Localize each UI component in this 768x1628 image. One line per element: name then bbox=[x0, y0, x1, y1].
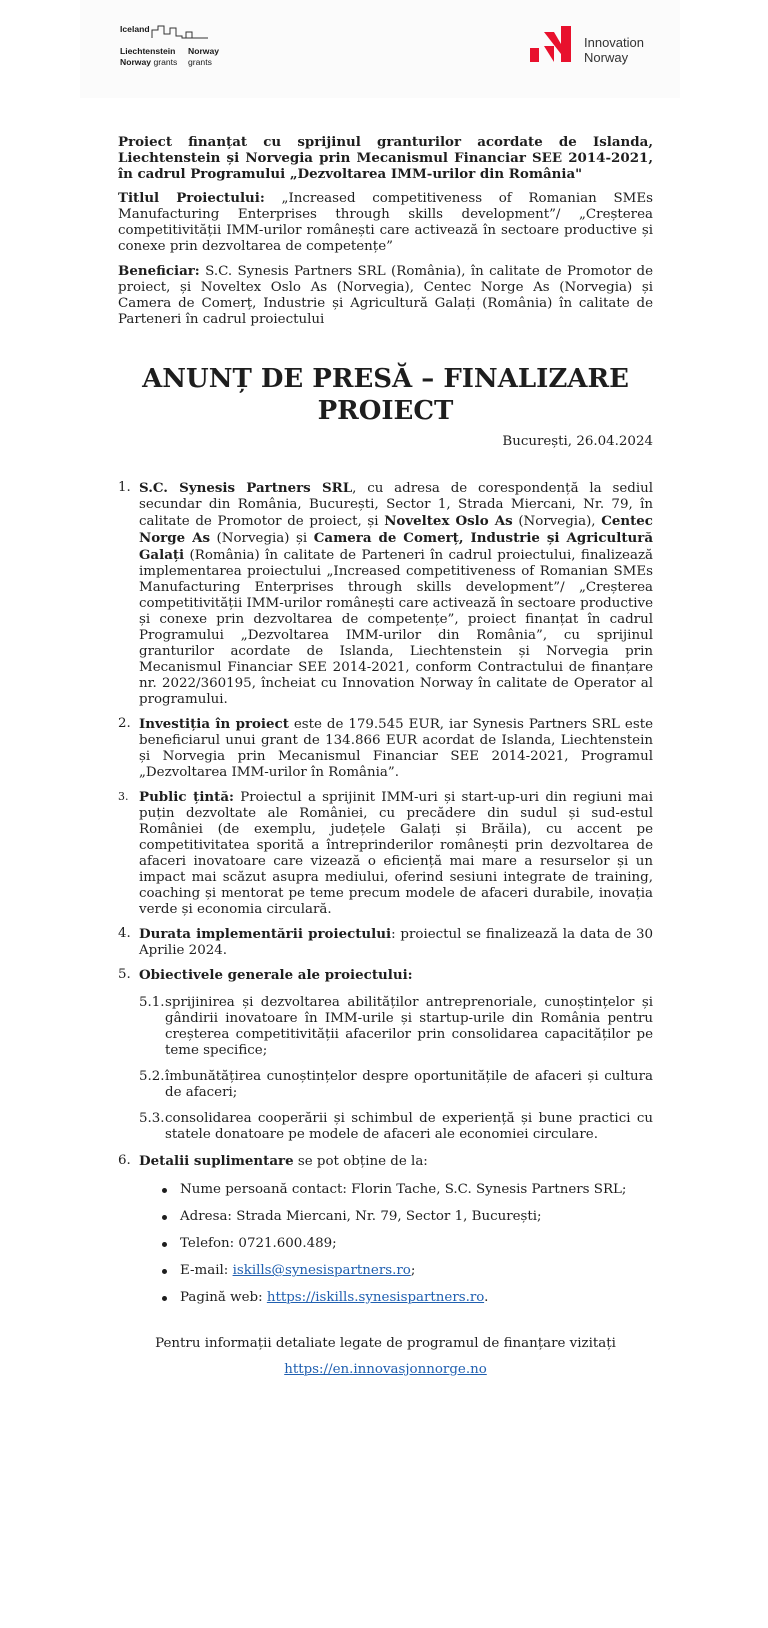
sub-list-item: 5.1. sprijinirea și dezvoltarea abilităților antreprenoriale, cunoștințelor și gândirii inovatoare în IMM-urile și startup-urile din România pentru creșterea competitivității afacerilor prin consolidarea capacităților pe teme specifice; bbox=[139, 995, 653, 1058]
list-item: 1. S.C. Synesis Partners SRL, cu adresa de corespondență la sediul secundar din România, București, Sector 1, Strada Miercani, Nr. 79, în calitate de Promotor de proiect, și Noveltex Oslo As (Norvegia), Centec Norge As (Norvegia) și Camera de Comerț, Industrie și Agricultură Galați (România) în calitate de Parteneri în cadrul proiectului, finalizează implementarea proiectului „Increased competitiveness of Romanian SMEs Manufacturing Enterprises through skills development”/ „Creșterea competitivității IMM-urilor românești care activează în sectoare productive și conexe prin dezvoltarea de competențe”, proiect finanțat în cadrul Programului „Dezvoltarea IMM-urilor din România”, cu sprijinul granturilor acordate de Islanda, Liechtenstein și Norvegia prin Mecanismul Financiar SEE 2014-2021, conform Contractului de finanțare nr. 2022/360195, încheiat cu Innovation Norway în calitate de Operator al programului. bbox=[118, 480, 654, 707]
logo-text-grants: grants bbox=[188, 57, 212, 67]
numbered-list bbox=[118, 480, 653, 1306]
skyline-icon bbox=[150, 24, 210, 40]
list-item: 6. Detalii suplimentare se pot obține de la: bbox=[118, 1153, 428, 1169]
press-release-date: București, 26.04.2024 bbox=[502, 434, 653, 449]
contact-phone: Telefon: 0721.600.489; bbox=[118, 1236, 653, 1252]
press-release-title: ANUNȚ DE PRESĂ – FINALIZARE PROIECT bbox=[142, 364, 629, 426]
program-website-link[interactable]: https://en.innovasjonnorge.no bbox=[284, 1362, 487, 1377]
project-title-paragraph: Titlul Proiectului: „Increased competitiveness of Romanian SMEs Manufacturing Enterprises through skills development”/ „Creșterea competitivității IMM-urilor românești care activează în sectoare productive și conexe prin dezvoltarea de competențe” bbox=[118, 190, 653, 254]
funding-statement: Proiect finanțat cu sprijinul granturilor acordate de Islanda, Liechtenstein și Norvegia prin Mecanismul Financiar SEE 2014-2021, în cadrul Programului „Dezvoltarea IMM-urilor din România" bbox=[118, 134, 653, 182]
innovation-norway-mark-icon bbox=[530, 26, 578, 66]
beneficiary-paragraph: Beneficiar: S.C. Synesis Partners SRL (România), în calitate de Promotor de proiect, și Noveltex Oslo As (Norvegia), Centec Norge As (Norvegia) și Camera de Comerț, Industrie și Agricultură Galați (România) în calitate de Parteneri în cadrul proiectului bbox=[118, 263, 653, 327]
email-link[interactable]: iskills@synesispartners.ro bbox=[232, 1263, 411, 1278]
eea-norway-grants-logo bbox=[120, 24, 230, 70]
logo-text-norway-brand: Norway bbox=[584, 50, 629, 65]
sub-list-item: 5.3. consolidarea cooperării și schimbul de experiență și bune practici cu statele donatoare pe modele de afaceri ale economiei circulare. bbox=[139, 1111, 653, 1142]
innovation-norway-logo bbox=[530, 26, 650, 68]
logo-text-norway-grants: Norway grants bbox=[120, 57, 178, 67]
list-item: 5. Obiectivele generale ale proiectului: bbox=[118, 967, 413, 983]
list-item: 2. Investiția în proiect este de 179.545 EUR, iar Synesis Partners SRL este beneficiarul unui grant de 134.866 EUR acordat de Islanda, Liechtenstein și Norvegia prin Mecanismul Financiar SEE 2014-2021, Programul „Dezvoltarea IMM-urilor în România”. bbox=[118, 716, 653, 780]
logo-text-innovation: Innovation bbox=[584, 35, 644, 50]
footer-text: Pentru informații detaliate legate de programul de finanțare vizitați bbox=[155, 1336, 616, 1351]
sub-list-item: 5.2. îmbunătățirea cunoștințelor despre oportunitățile de afaceri și cultura de afaceri; bbox=[139, 1069, 653, 1100]
logo-text-iceland: Iceland bbox=[120, 24, 150, 34]
logo-text-liechtenstein: Liechtenstein bbox=[120, 46, 176, 56]
contact-website: Pagină web: https://iskills.synesispartners.ro. bbox=[118, 1290, 653, 1306]
contact-name: Nume persoană contact: Florin Tache, S.C. Synesis Partners SRL; bbox=[118, 1182, 653, 1198]
website-link[interactable]: https://iskills.synesispartners.ro bbox=[266, 1290, 485, 1305]
contact-address: Adresa: Strada Miercani, Nr. 79, Sector 1, București; bbox=[118, 1209, 653, 1225]
list-item: 3. Public țintă: Proiectul a sprijinit IMM-uri și start-up-uri din regiuni mai puțin dezvoltate ale României, cu precădere din sudul și sud-estul României (de exemplu, județele Galați și Brăila), cu accent pe competitivitatea sporită a întreprinderilor românești prin dezvoltarea de afaceri inovatoare care vizează o eficiență mai mare a resurselor și un impact mai scăzut asupra mediului, oferind sesiuni integrate de training, coaching și mentorat pe teme precum modele de afaceri durabile, inovația verde și economia circulară. bbox=[118, 789, 653, 917]
contact-email: E-mail: iskills@synesispartners.ro; bbox=[118, 1263, 653, 1279]
document-body bbox=[118, 134, 653, 1378]
list-item: 4. Durata implementării proiectului: proiectul se finalizează la data de 30 Aprilie 2024. bbox=[118, 926, 653, 958]
logo-text-norway: Norway bbox=[188, 46, 220, 56]
footer-link-wrapper bbox=[118, 1362, 653, 1378]
